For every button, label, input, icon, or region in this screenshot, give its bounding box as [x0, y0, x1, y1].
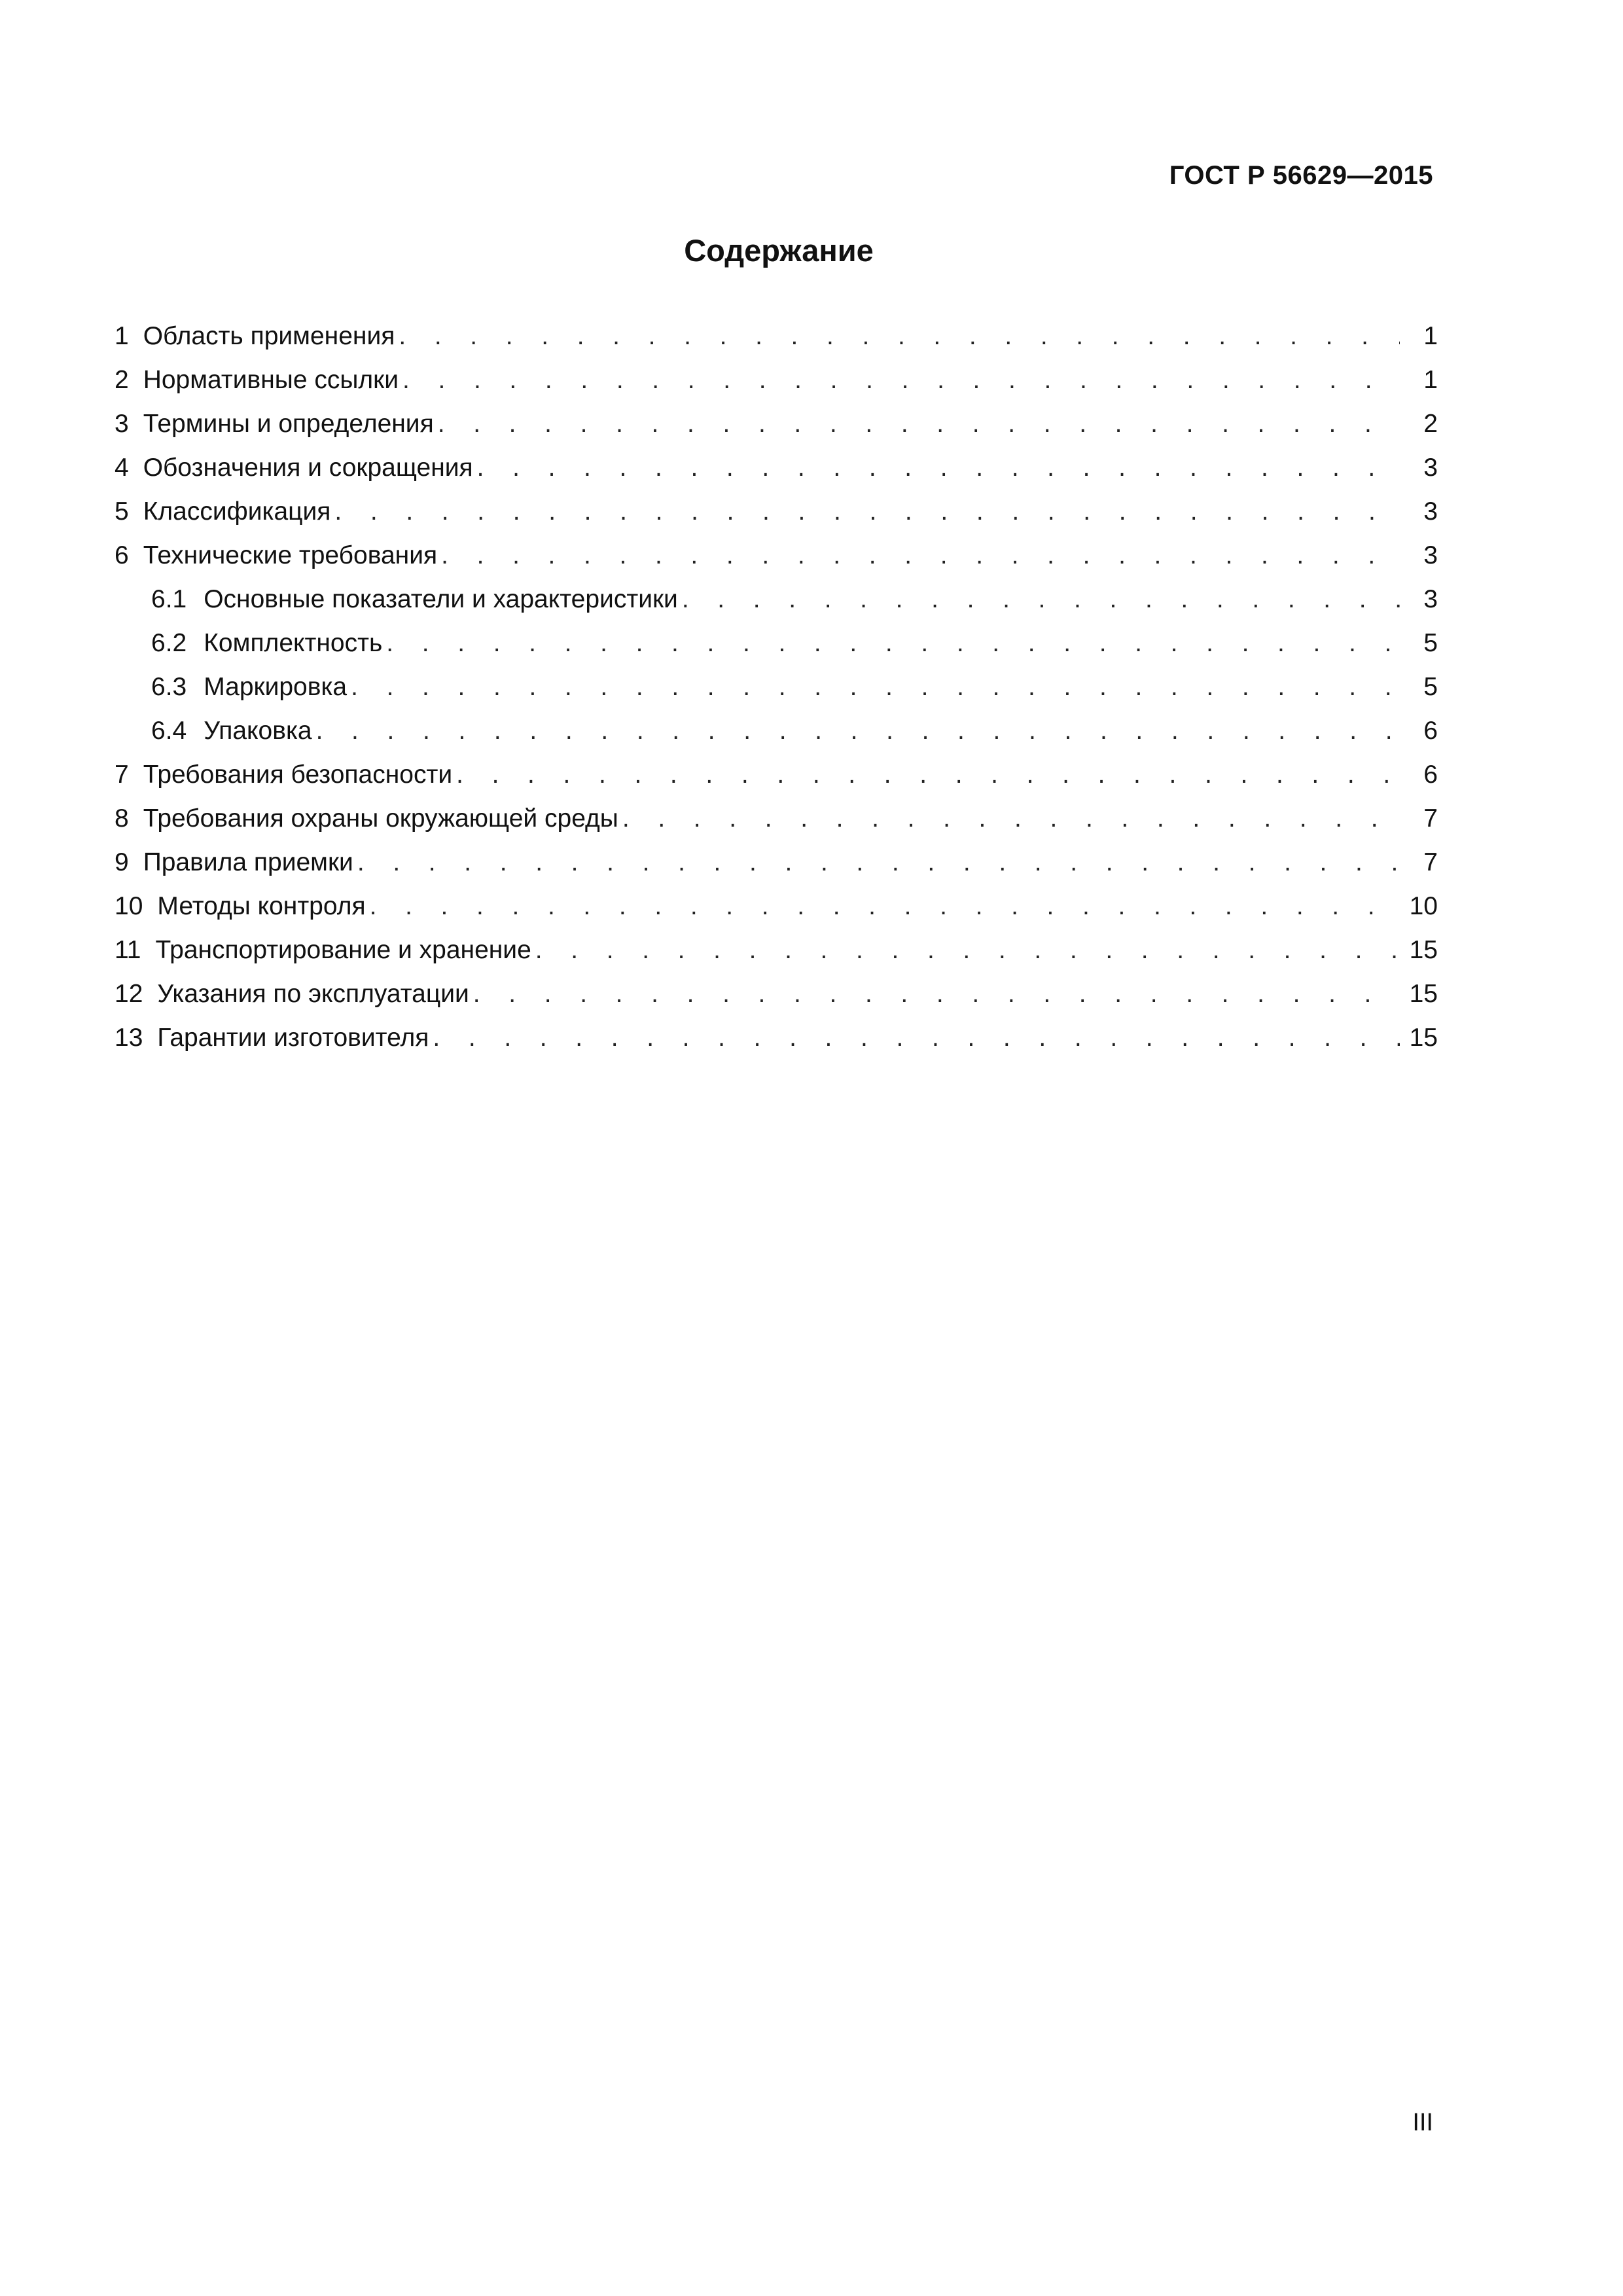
toc-entry-label: Маркировка	[204, 673, 348, 701]
toc-subentry[interactable]	[115, 665, 1438, 709]
toc-entry-label: Упаковка	[204, 717, 312, 745]
toc-entry-number: 9	[115, 848, 129, 876]
toc-dot-leader	[531, 928, 1400, 972]
toc-entry-page: 3	[1423, 585, 1438, 613]
toc-entry-number: 6.1	[151, 585, 187, 613]
toc-entry-label: Основные показатели и характеристики	[204, 585, 678, 613]
toc-dot-leader	[399, 358, 1400, 402]
toc-entry-page: 15	[1409, 980, 1438, 1008]
toc-dot-leader	[678, 577, 1400, 621]
toc-entry-page: 6	[1423, 761, 1438, 789]
toc-dot-leader	[618, 797, 1400, 840]
toc-entry-label: Классификация	[143, 497, 331, 526]
toc-entry-label: Требования безопасности	[143, 761, 453, 789]
toc-entry-number: 2	[115, 366, 129, 394]
toc-entry[interactable]	[115, 402, 1438, 446]
toc-entry-label: Указания по эксплуатации	[157, 980, 469, 1008]
toc-entry[interactable]	[115, 358, 1438, 402]
toc-entry-page: 1	[1423, 366, 1438, 394]
toc-entry-label: Термины и определения	[143, 410, 434, 438]
toc-dot-leader	[473, 446, 1400, 490]
toc-dot-leader	[366, 884, 1400, 928]
toc-entry-number: 10	[115, 892, 143, 920]
toc-subentry[interactable]	[115, 621, 1438, 665]
toc-entry[interactable]	[115, 753, 1438, 797]
toc-entry[interactable]	[115, 314, 1438, 358]
document-code: ГОСТ Р 56629—2015	[1169, 161, 1433, 190]
toc-entry-number: 8	[115, 804, 129, 833]
toc-entry[interactable]	[115, 533, 1438, 577]
toc-title: Содержание	[684, 233, 874, 268]
toc-entry-label: Комплектность	[204, 629, 383, 657]
toc-entry-number: 6.4	[151, 717, 187, 745]
toc-entry-label: Правила приемки	[143, 848, 353, 876]
toc-entry-number: 11	[115, 936, 141, 964]
toc-entry-page: 3	[1423, 541, 1438, 569]
toc-dot-leader	[330, 490, 1400, 533]
toc-entry-number: 6.3	[151, 673, 187, 701]
toc-entry-page: 15	[1409, 1024, 1438, 1052]
toc-entry-page: 5	[1423, 629, 1438, 657]
toc-entry-label: Требования охраны окружающей среды	[143, 804, 618, 833]
page-number: III	[1412, 2109, 1433, 2136]
toc-entry[interactable]	[115, 490, 1438, 533]
toc-entry-page: 7	[1423, 848, 1438, 876]
toc-entry[interactable]	[115, 446, 1438, 490]
toc-entry-page: 1	[1423, 322, 1438, 350]
toc-entry-number: 1	[115, 322, 129, 350]
toc-subentry[interactable]	[115, 709, 1438, 753]
toc-entry[interactable]	[115, 884, 1438, 928]
toc-dot-leader	[437, 533, 1400, 577]
toc-entry[interactable]	[115, 928, 1438, 972]
toc-entry[interactable]	[115, 840, 1438, 884]
toc-dot-leader	[434, 402, 1400, 446]
toc-entry-page: 3	[1423, 454, 1438, 482]
toc-entry-number: 6.2	[151, 629, 187, 657]
toc-entry-label: Нормативные ссылки	[143, 366, 399, 394]
toc-entry[interactable]	[115, 797, 1438, 840]
toc-entry-label: Методы контроля	[157, 892, 366, 920]
toc-entry[interactable]	[115, 1016, 1438, 1060]
table-of-contents	[115, 314, 1438, 1060]
toc-subentry[interactable]	[115, 577, 1438, 621]
toc-entry-page: 2	[1423, 410, 1438, 438]
toc-dot-leader	[429, 1016, 1400, 1060]
toc-dot-leader	[395, 314, 1400, 358]
toc-dot-leader	[469, 972, 1400, 1016]
toc-entry-number: 4	[115, 454, 129, 482]
toc-entry-page: 5	[1423, 673, 1438, 701]
toc-entry-label: Гарантии изготовителя	[157, 1024, 429, 1052]
toc-entry-number: 6	[115, 541, 129, 569]
toc-entry-page: 10	[1409, 892, 1438, 920]
toc-entry-number: 12	[115, 980, 143, 1008]
toc-entry-number: 5	[115, 497, 129, 526]
toc-entry-page: 6	[1423, 717, 1438, 745]
toc-dot-leader	[347, 665, 1400, 709]
toc-dot-leader	[353, 840, 1400, 884]
toc-dot-leader	[452, 753, 1400, 797]
toc-entry-page: 7	[1423, 804, 1438, 833]
toc-entry[interactable]	[115, 972, 1438, 1016]
toc-entry-number: 3	[115, 410, 129, 438]
toc-dot-leader	[312, 709, 1400, 753]
toc-entry-number: 7	[115, 761, 129, 789]
toc-entry-label: Область применения	[143, 322, 395, 350]
toc-entry-page: 15	[1409, 936, 1438, 964]
toc-entry-page: 3	[1423, 497, 1438, 526]
toc-dot-leader	[382, 621, 1400, 665]
toc-entry-label: Транспортирование и хранение	[155, 936, 531, 964]
toc-entry-label: Обозначения и сокращения	[143, 454, 473, 482]
toc-entry-label: Технические требования	[143, 541, 438, 569]
toc-entry-number: 13	[115, 1024, 143, 1052]
